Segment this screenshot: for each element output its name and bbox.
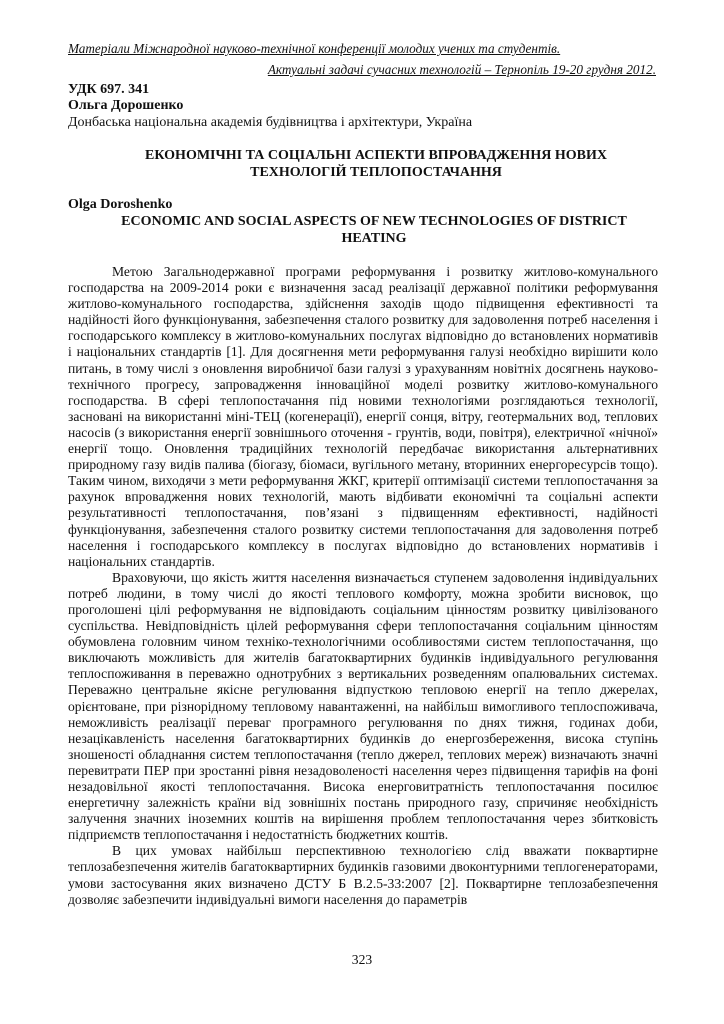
body-paragraph-2: Враховуючи, що якість життя населення визначається ступенем задоволення індивідуальних потреб людини, в тому числі до якості теплового комфорту, можна зробити висновок, що проголошені цілі реформування не відповідають соціальним цінностям розвитку цивілізованого суспільства. Невідповідність цілей реформування сфери теплопостачання соціальним цінностям обумовлена головним чином техніко-технологічними особливостями систем теплопостачання, що виключають можливість для жителів багатоквартирних будинків індивідуального регулювання теплоспоживання в переважно однотрубних з вертикальних розведенням опалювальних системах. Переважно центральне якісне регулювання відпусткою тепловою енергії на тепло джерелах, орієнтоване, при різнорідному тепловому навантаженні, на найбільш вимогливого теплоспоживача, неможливість реалізації переваг програмного регулювання по днях тижня, годинах доби, незацікавленість населення багатоквартирних будинків до енергозбереження, висока ступінь зношеності обладнання систем теплопостачання (тепло джерел, теплових мереж) визначають значні перевитрати ПЕР при зростанні рівня незадоволеності населення через підвищення тарифів на фоні незадовільної якості теплопостачання. Висока енерговитратність теплопостачання посилює енергетичну залежність країни від зовнішніх постань природного газу, спричиняє необхідність залучення значних іноземних коштів на вирішення проблем теплопостачання через збитковість підприємств теплопостачання і недостатність бюджетних коштів.	[68, 569, 658, 843]
body-paragraph-3: В цих умовах найбільш перспективною технологією слід вважати поквартирне теплозабезпечення жителів багатоквартирних будинків газовими двоконтурними теплогенераторами, умови застосування яких визначено ДСТУ Б В.2.5-33:2007 [2]. Поквартирне теплозабезпечення дозволяє забезпечити індивідуальні вимоги населення до параметрів	[68, 843, 658, 907]
author-name-ua: Ольга Дорошенко	[68, 98, 184, 113]
udk-code: УДК 697. 341	[68, 82, 150, 97]
article-title-en: ECONOMIC AND SOCIAL ASPECTS OF NEW TECHNOLOGIES OF DISTRICT HEATING	[121, 214, 627, 246]
running-header-conference: Матеріали Міжнародної науково-технічної конференції молодих учених та студентів.	[68, 41, 561, 56]
article-title-ua: ЕКОНОМІЧНІ ТА СОЦІАЛЬНІ АСПЕКТИ ВПРОВАДЖЕННЯ НОВИХ ТЕХНОЛОГІЙ ТЕПЛОПОСТАЧАННЯ	[145, 148, 607, 180]
running-header-event: Актуальні задачі сучасних технологій – Тернопіль 19-20 грудня 2012.	[267, 62, 656, 77]
author-name-en: Olga Doroshenko	[68, 197, 173, 212]
author-affiliation: Донбаська національна академія будівництва і архітектури, Україна	[68, 115, 473, 130]
page-number: 323	[351, 952, 373, 967]
article-body	[68, 264, 658, 908]
body-paragraph-1: Метою Загальнодержавної програми реформування і розвитку житлово-комунального господарства на 2009-2014 роки є визначення засад реалізації державної політики реформування житлово-комунального господарства, здійснення заходів щодо підвищення ефективності та надійності його функціонування, забезпечення сталого розвитку для задоволення потреб населення і господарського комплексу в житлово-комунальних послугах відповідно до встановлених нормативів і національних стандартів [1]. Для досягнення мети реформування галузі необхідно вирішити коло питань, в тому числі з оновлення виробничої бази галузі з урахуванням новітніх досягнень науково-технічного прогресу, запровадження інноваційної моделі розвитку житлово-комунального господарства. В сфері теплопостачання під новими технологіями розглядаються технології, засновані на використанні міні-ТЕЦ (когенерації), енергії сонця, вітру, геотермальних вод, теплових насосів (з використання енергії зовнішнього оточення - грунтів, води, повітря), електричної «нічної» енергії тощо. Оновлення традиційних технологій передбачає використання альтернативних природному газу видів палива (біогазу, біомаси, вугільного метану, вторинних енергоресурсів тощо). Таким чином, виходячи з мети реформування ЖКГ, критерії оптимізації системи теплопостачання за рахунок впровадження нових технологій, мають відбивати економічні та соціальні аспекти результативності теплопостачання, пов’язані з підвищенням ефективності, надійності функціонування, забезпечення сталого розвитку системи теплопостачання для задоволення потреб населення і господарського комплексу в послугах відповідно до встановлених нормативів і національних стандартів.	[68, 264, 658, 569]
